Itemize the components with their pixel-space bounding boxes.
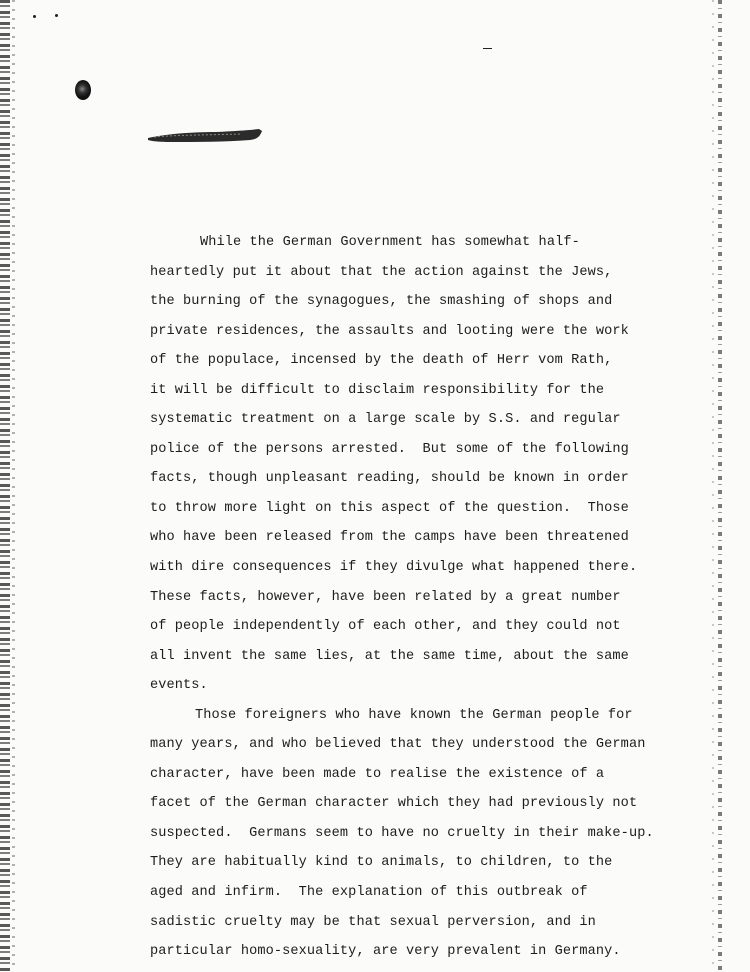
text-line: heartedly put it about that the action against the Jews, [150, 264, 613, 280]
text-line: all invent the same lies, at the same time, about the same [150, 648, 629, 664]
document-body [150, 228, 710, 967]
text-line: with dire consequences if they divulge what happened there. [150, 560, 638, 576]
text-line: aged and infirm. The explanation of this outbreak of [150, 885, 588, 901]
text-line: Those foreigners who have known the German people for [195, 707, 633, 723]
text-line: private residences, the assaults and looting were the work [150, 323, 629, 339]
scan-speck [55, 14, 58, 17]
text-line: systematic treatment on a large scale by S.S. and regular [150, 412, 621, 428]
text-line: While the German Government has somewhat half- [200, 235, 580, 250]
text-line: These facts, however, have been related by a great number [150, 589, 621, 605]
text-line: They are habitually kind to animals, to children, to the [150, 855, 613, 871]
text-line: events. [150, 678, 208, 694]
scan-speck [483, 48, 492, 49]
text-line: who have been released from the camps have been threatened [150, 530, 629, 546]
text-line: it will be difficult to disclaim responsibility for the [150, 382, 605, 398]
text-line: many years, and who believed that they understood the German [150, 737, 646, 753]
text-line: police of the persons arrested. But some of the following [150, 441, 629, 457]
text-line: particular homo-sexuality, are very prevalent in Germany. [150, 944, 621, 960]
paragraph-1 [150, 228, 710, 701]
redaction-ink-mark [146, 127, 264, 144]
punch-hole-mark [75, 80, 91, 100]
text-line: suspected. Germans seem to have no cruelty in their make-up. [150, 825, 654, 841]
paragraph-2 [150, 701, 710, 967]
scan-speck [33, 15, 36, 18]
text-line: to throw more light on this aspect of the question. Those [150, 500, 629, 516]
text-line: sadistic cruelty may be that sexual perversion, and in [150, 914, 596, 930]
text-line: facet of the German character which they had previously not [150, 796, 638, 812]
text-line: facts, though unpleasant reading, should be known in order [150, 471, 629, 487]
text-line: of the populace, incensed by the death of Herr vom Rath, [150, 353, 613, 369]
text-line: the burning of the synagogues, the smashing of shops and [150, 294, 613, 310]
right-scan-edge-shadow [712, 0, 714, 972]
text-line: of people independently of each other, and they could not [150, 619, 621, 635]
right-scan-edge [718, 0, 722, 972]
text-line: character, have been made to realise the existence of a [150, 766, 605, 782]
left-scan-edge-shadow [12, 0, 15, 972]
left-scan-edge [0, 0, 10, 972]
